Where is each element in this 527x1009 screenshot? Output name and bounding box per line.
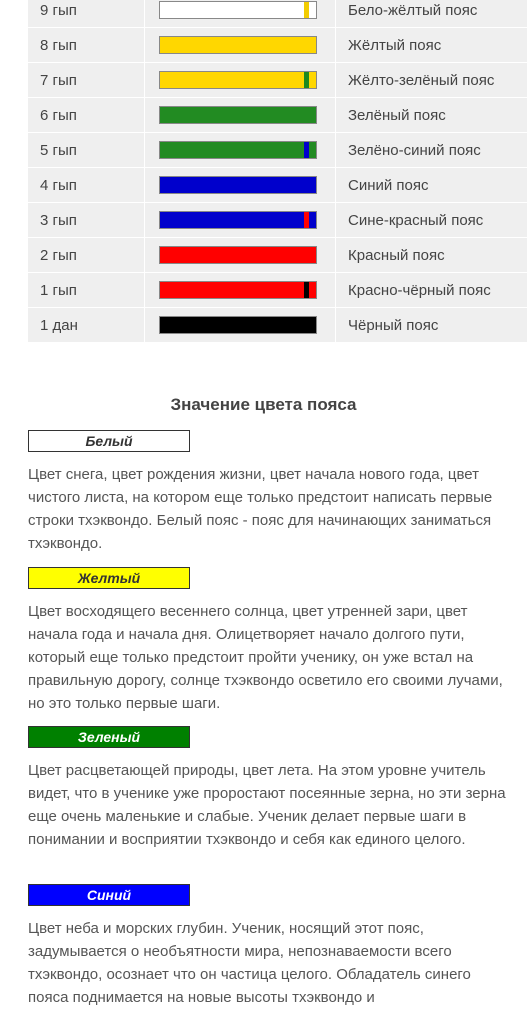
belt-swatch-cell [145,63,336,98]
color-label: Синий [28,884,190,906]
grade-cell: 8 гып [28,28,145,63]
belt-name-cell: Синий пояс [336,168,527,203]
color-label: Желтый [28,567,190,589]
table-row [28,98,527,133]
belt-name-cell: Красно-чёрный пояс [336,273,527,308]
table-row [28,238,527,273]
belt-swatch-cell [145,273,336,308]
belt-swatch-cell [145,238,336,273]
belt-swatch-cell [145,203,336,238]
belt-stripe [304,282,309,298]
belt-swatch-cell [145,28,336,63]
belt-swatch-cell [145,98,336,133]
belt-name-cell: Жёлто-зелёный пояс [336,63,527,98]
grade-cell: 5 гып [28,133,145,168]
belt-name-cell: Зелёный пояс [336,98,527,133]
table-row [28,63,527,98]
belt-name-cell: Чёрный пояс [336,308,527,343]
grade-cell: 3 гып [28,203,145,238]
belt-name-cell: Жёлтый пояс [336,28,527,63]
table-row [28,0,527,28]
belt-swatch [159,71,317,89]
belt-swatch [159,176,317,194]
belt-swatch [159,1,317,19]
belt-name-cell: Бело-жёлтый пояс [336,0,527,28]
table-row [28,308,527,343]
table-row [28,273,527,308]
belt-swatch [159,281,317,299]
color-label: Белый [28,430,190,452]
color-meaning-text: Цвет неба и морских глубин. Ученик, носящий этот пояс, задумывается о необъятности мира, непознаваемости всего тхэквондо, осознает что он частица целого. Обладатель синего пояса поднимается на новые высоты тхэквондо и [28,920,471,1006]
table-row [28,28,527,63]
grade-cell: 1 дан [28,308,145,343]
belt-swatch [159,106,317,124]
table-row [28,168,527,203]
belt-swatch [159,36,317,54]
section-title: Значение цвета пояса [170,395,357,414]
grade-cell: 9 гып [28,0,145,28]
belt-swatch-cell [145,168,336,203]
belt-swatch [159,141,317,159]
belt-swatch [159,316,317,334]
color-meaning-text: Цвет снега, цвет рождения жизни, цвет начала нового года, цвет чистого листа, на котором еще только предстоит написать первые строки тхэквондо. Белый пояс - пояс для начинающих заниматься тхэквондо. [28,466,493,552]
color-meaning-text: Цвет восходящего весеннего солнца, цвет утренней зари, цвет начала года и начала дня. Олицетворяет начало долгого пути, который еще только предстоит пройти ученику, он уже встал на правильную дорогу, солнце тхэквондо осветило его своими лучами, но это только первые шаги. [28,603,503,712]
belt-swatch-cell [145,308,336,343]
belt-stripe [304,72,309,88]
grade-cell: 1 гып [28,273,145,308]
color-label: Зеленый [28,726,190,748]
table-row [28,203,527,238]
belt-name-cell: Сине-красный пояс [336,203,527,238]
grade-cell: 7 гып [28,63,145,98]
belt-swatch [159,211,317,229]
belt-swatch-cell [145,0,336,28]
belt-stripe [304,212,309,228]
grade-cell: 2 гып [28,238,145,273]
table-row [28,133,527,168]
color-meaning-text: Цвет расцветающей природы, цвет лета. На этом уровне учитель видет, что в ученике уже проростают посеянные зерна, но эти зерна еще очень маленькие и слабые. Ученик делает первые шаги в понимании и восприятии тхэквондо и себя как единого целого. [28,762,506,848]
grade-cell: 6 гып [28,98,145,133]
belt-rank-table [28,0,527,343]
belt-swatch [159,246,317,264]
belt-stripe [304,2,309,18]
belt-name-cell: Красный пояс [336,238,527,273]
belt-stripe [304,142,309,158]
belt-name-cell: Зелёно-синий пояс [336,133,527,168]
belt-swatch-cell [145,133,336,168]
grade-cell: 4 гып [28,168,145,203]
